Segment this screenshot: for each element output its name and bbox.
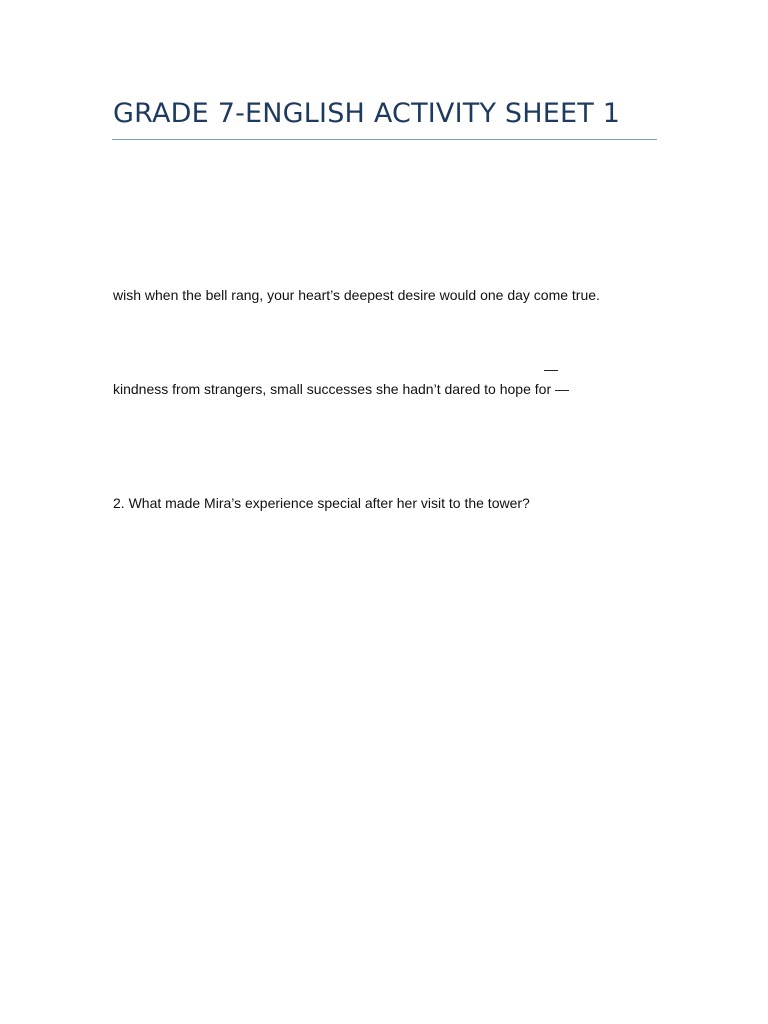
passage-line: kindness from strangers, small successes she hadn’t dared to hope for —: [113, 381, 569, 397]
question-2: 2. What made Mira’s experience special after her visit to the tower?: [113, 495, 530, 511]
passage-line: wish when the bell rang, your heart’s deepest desire would one day come true.: [113, 287, 600, 303]
passage-dash: —: [544, 361, 558, 377]
document-title: GRADE 7-ENGLISH ACTIVITY SHEET 1: [113, 98, 621, 129]
title-underline: [112, 139, 657, 140]
